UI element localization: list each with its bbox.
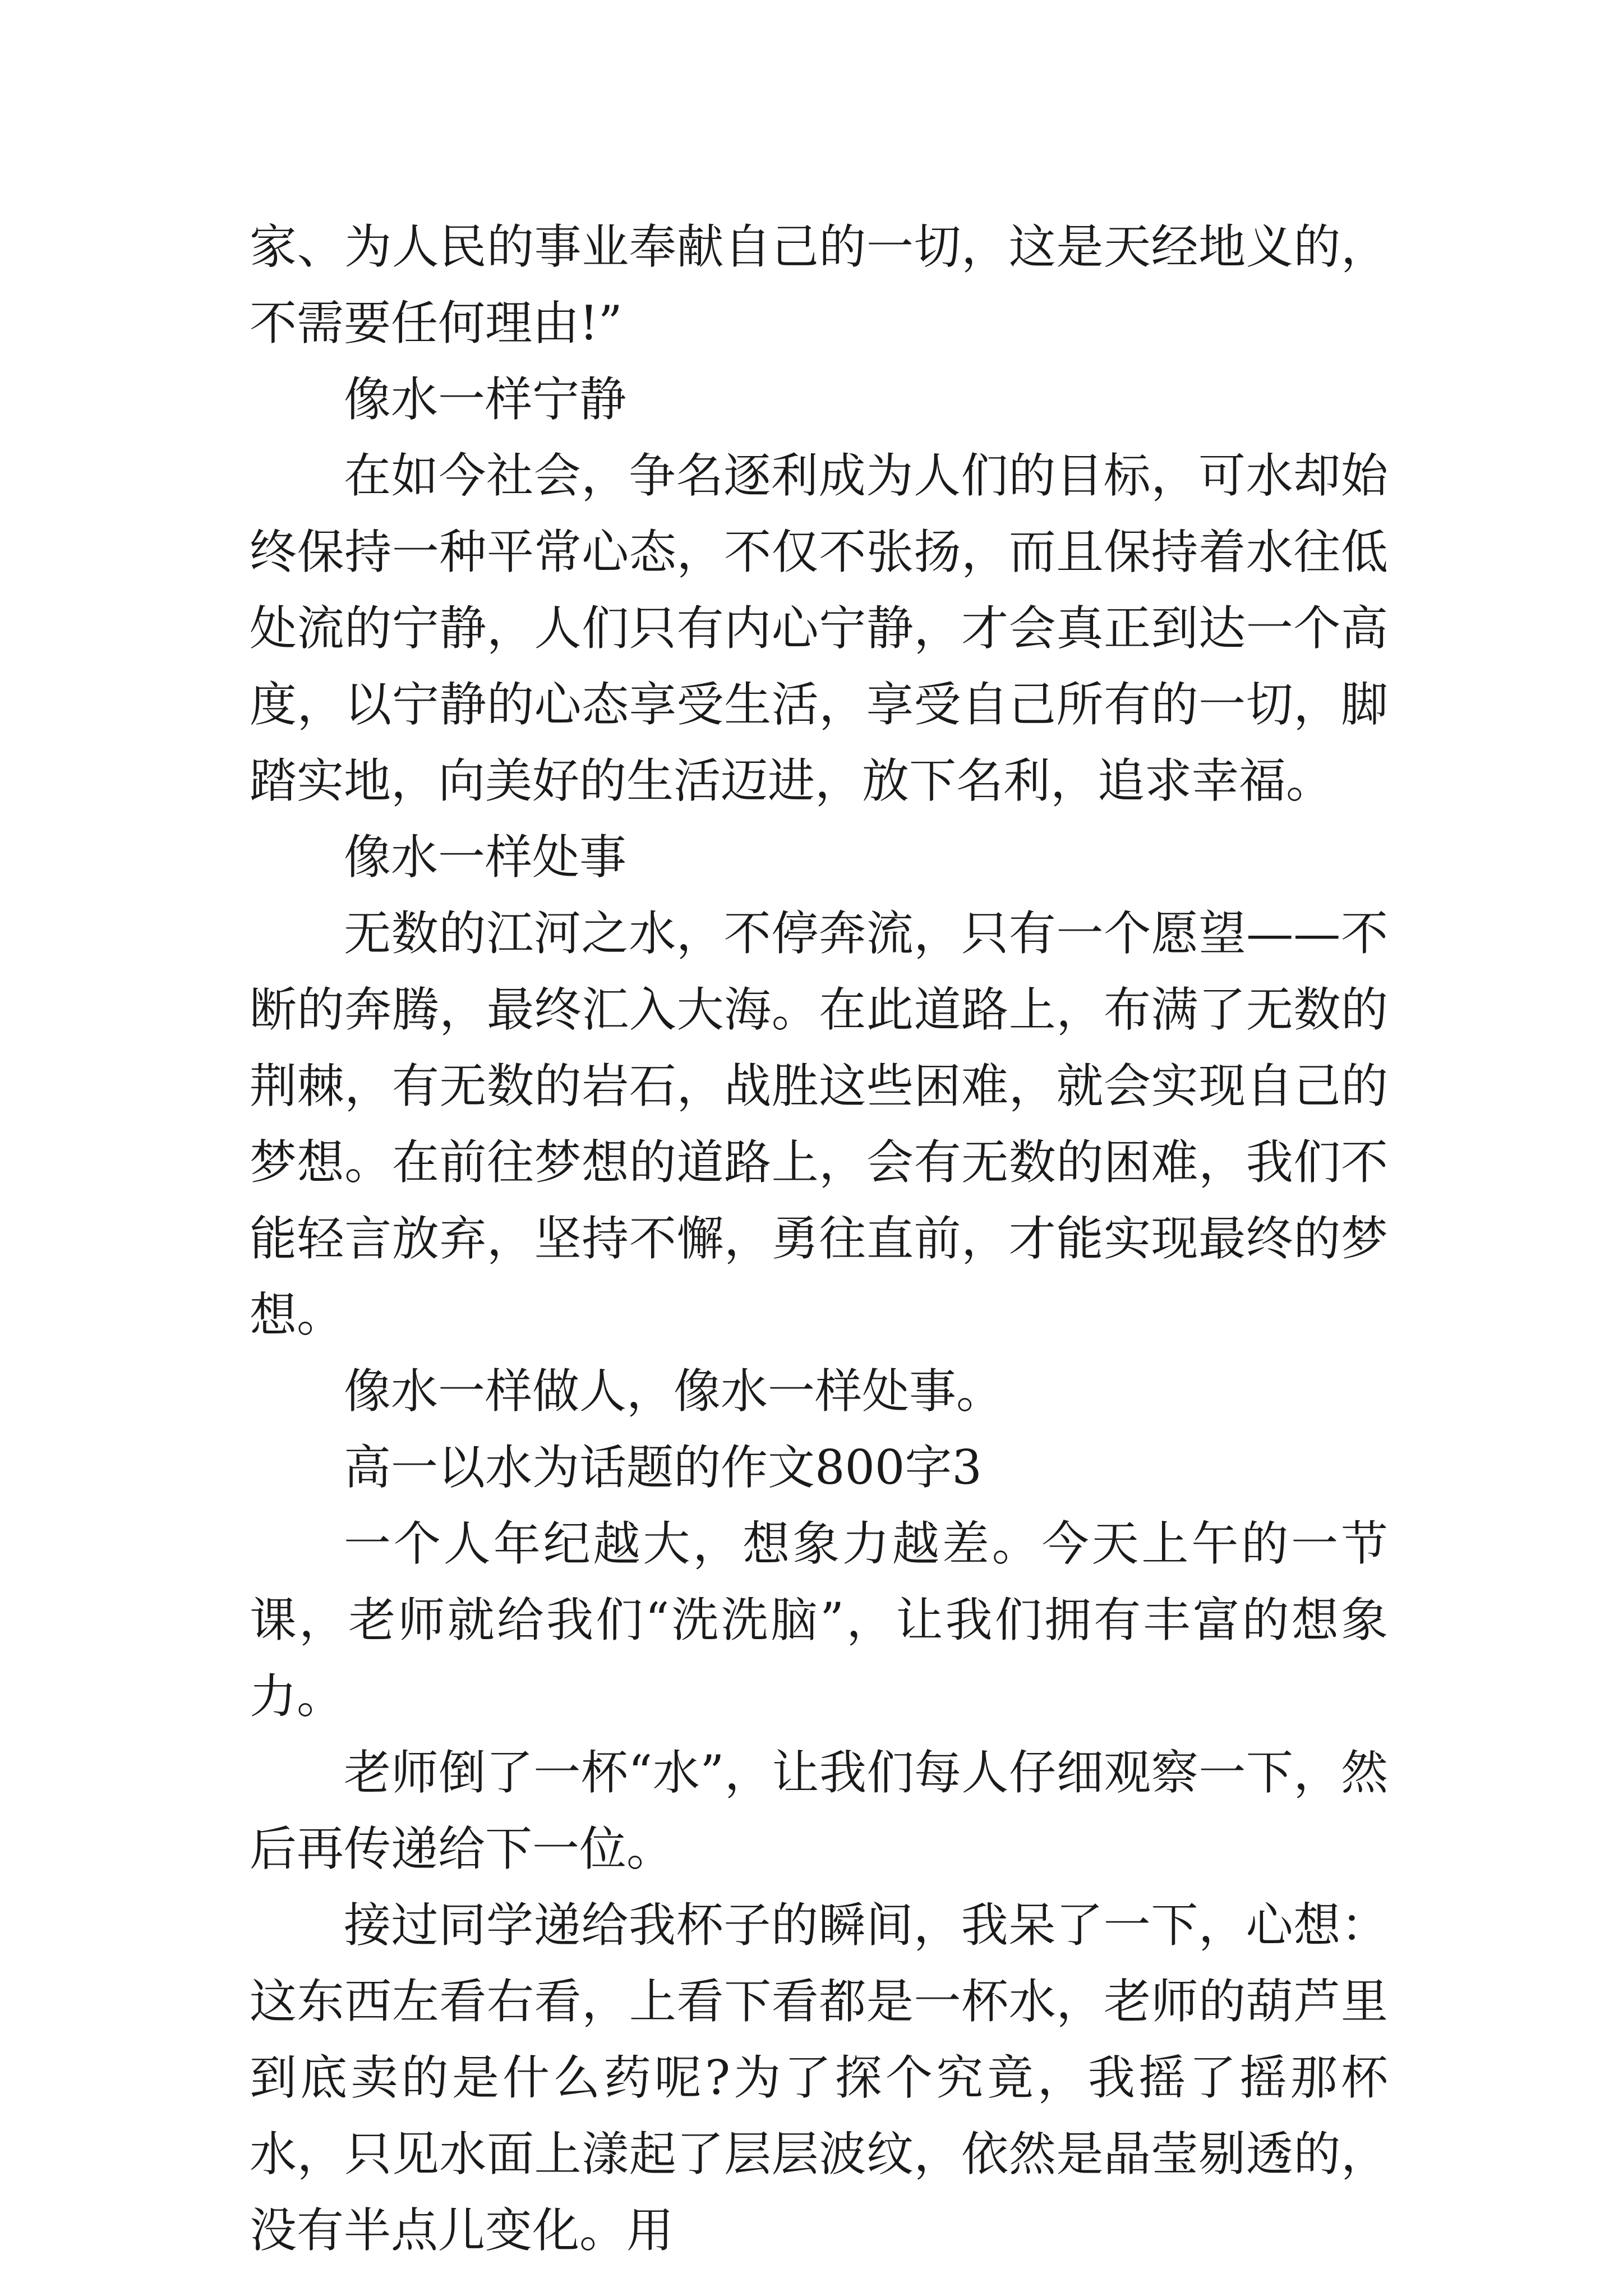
paragraph-imagination: 一个人年纪越大，想象力越差。今天上午的一节课，老师就给我们“洗洗脑”，让我们拥有丰富的想象力。 <box>250 1516 1388 1724</box>
paragraph-continued: 家、为人民的事业奉献自己的一切，这是天经地义的，不需要任何理由!” <box>250 219 1388 351</box>
paragraph-conduct: 无数的江河之水，不停奔流，只有一个愿望——不断的奔腾，最终汇入大海。在此道路上，布满了无数的荆棘，有无数的岩石，战胜这些困难，就会实现自己的梦想。在前往梦想的道路上，会有无数的困难，我们不能轻言放弃，坚持不懈，勇往直前，才能实现最终的梦想。 <box>250 906 1388 1342</box>
document-body <box>250 209 1388 2269</box>
section-heading-conduct: 像水一样处事 <box>344 830 627 885</box>
essay-title-3: 高一以水为话题的作文800字3 <box>344 1440 982 1495</box>
section-heading-calm: 像水一样宁静 <box>344 372 627 427</box>
paragraph-summary: 像水一样做人，像水一样处事。 <box>344 1364 1004 1419</box>
paragraph-calm: 在如今社会，争名逐利成为人们的目标，可水却始终保持一种平常心态，不仅不张扬，而且保持着水往低处流的宁静，人们只有内心宁静，才会真正到达一个高度，以宁静的心态享受生活，享受自己所有的一切，脚踏实地，向美好的生活迈进，放下名利，追求幸福。 <box>250 448 1388 808</box>
paragraph-teacher-water: 老师倒了一杯“水”，让我们每人仔细观察一下，然后再传递给下一位。 <box>250 1745 1388 1876</box>
paragraph-observation: 接过同学递给我杯子的瞬间，我呆了一下，心想：这东西左看右看，上看下看都是一杯水，老师的葫芦里到底卖的是什么药呢?为了探个究竟，我摇了摇那杯水，只见水面上漾起了层层波纹，依然是晶莹剔透的，没有半点儿变化。用 <box>250 1898 1388 2258</box>
